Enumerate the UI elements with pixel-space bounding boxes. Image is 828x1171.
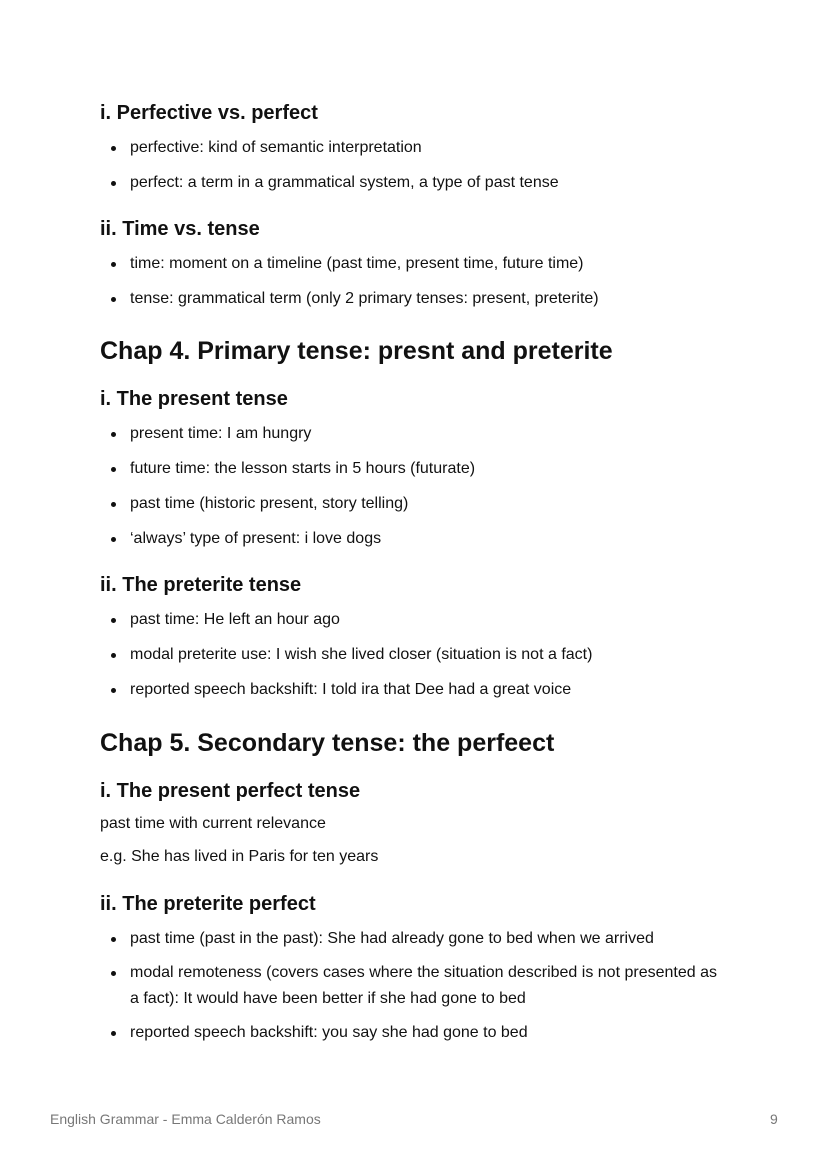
bullet-icon bbox=[111, 181, 116, 186]
footer-title: English Grammar - Emma Calderón Ramos bbox=[50, 1111, 321, 1127]
heading-preterite-tense: ii. The preterite tense bbox=[100, 574, 302, 596]
list-item: perfect: a term in a grammatical system, a type of past tense bbox=[100, 173, 559, 193]
list-item: modal preterite use: I wish she lived closer (situation is not a fact) bbox=[100, 645, 592, 665]
list-item: past time (past in the past): She had already gone to bed when we arrived bbox=[100, 929, 654, 949]
heading-perfective-vs-perfect: i. Perfective vs. perfect bbox=[100, 102, 318, 124]
heading-present-perfect: i. The present perfect tense bbox=[100, 780, 361, 802]
paragraph: past time with current relevance bbox=[100, 815, 326, 832]
heading-present-tense: i. The present tense bbox=[100, 388, 288, 410]
list-item: time: moment on a timeline (past time, present time, future time) bbox=[100, 254, 584, 274]
list-item: past time (historic present, story telling) bbox=[100, 494, 408, 514]
bullet-icon bbox=[111, 971, 116, 976]
bullet-icon bbox=[111, 653, 116, 658]
bullet-icon bbox=[111, 502, 116, 507]
bullet-icon bbox=[111, 432, 116, 437]
list-item: perfective: kind of semantic interpretation bbox=[100, 138, 422, 158]
bullet-icon bbox=[111, 618, 116, 623]
list-item: future time: the lesson starts in 5 hours (futurate) bbox=[100, 459, 475, 479]
page-number: 9 bbox=[770, 1111, 778, 1127]
chapter-5-heading: Chap 5. Secondary tense: the perfeect bbox=[100, 729, 555, 757]
paragraph: e.g. She has lived in Paris for ten years bbox=[100, 848, 379, 865]
bullet-icon bbox=[111, 537, 116, 542]
list-item: tense: grammatical term (only 2 primary tenses: present, preterite) bbox=[100, 289, 599, 309]
bullet-icon bbox=[111, 688, 116, 693]
bullet-icon bbox=[111, 937, 116, 942]
list-item: reported speech backshift: I told ira that Dee had a great voice bbox=[100, 680, 571, 700]
list-item: reported speech backshift: you say she had gone to bed bbox=[100, 1023, 528, 1043]
list-item: present time: I am hungry bbox=[100, 424, 311, 444]
heading-preterite-perfect: ii. The preterite perfect bbox=[100, 893, 316, 915]
list-item: ‘always’ type of present: i love dogs bbox=[100, 529, 381, 549]
bullet-icon bbox=[111, 262, 116, 267]
bullet-icon bbox=[111, 146, 116, 151]
bullet-icon bbox=[111, 1031, 116, 1036]
bullet-icon bbox=[111, 297, 116, 302]
chapter-4-heading: Chap 4. Primary tense: presnt and preterite bbox=[100, 337, 613, 365]
bullet-icon bbox=[111, 467, 116, 472]
list-item: modal remoteness (covers cases where the situation described is not presented as a fact): It would have been better if she had gone to bed bbox=[100, 960, 730, 1012]
heading-time-vs-tense: ii. Time vs. tense bbox=[100, 218, 260, 240]
list-item: past time: He left an hour ago bbox=[100, 610, 340, 630]
